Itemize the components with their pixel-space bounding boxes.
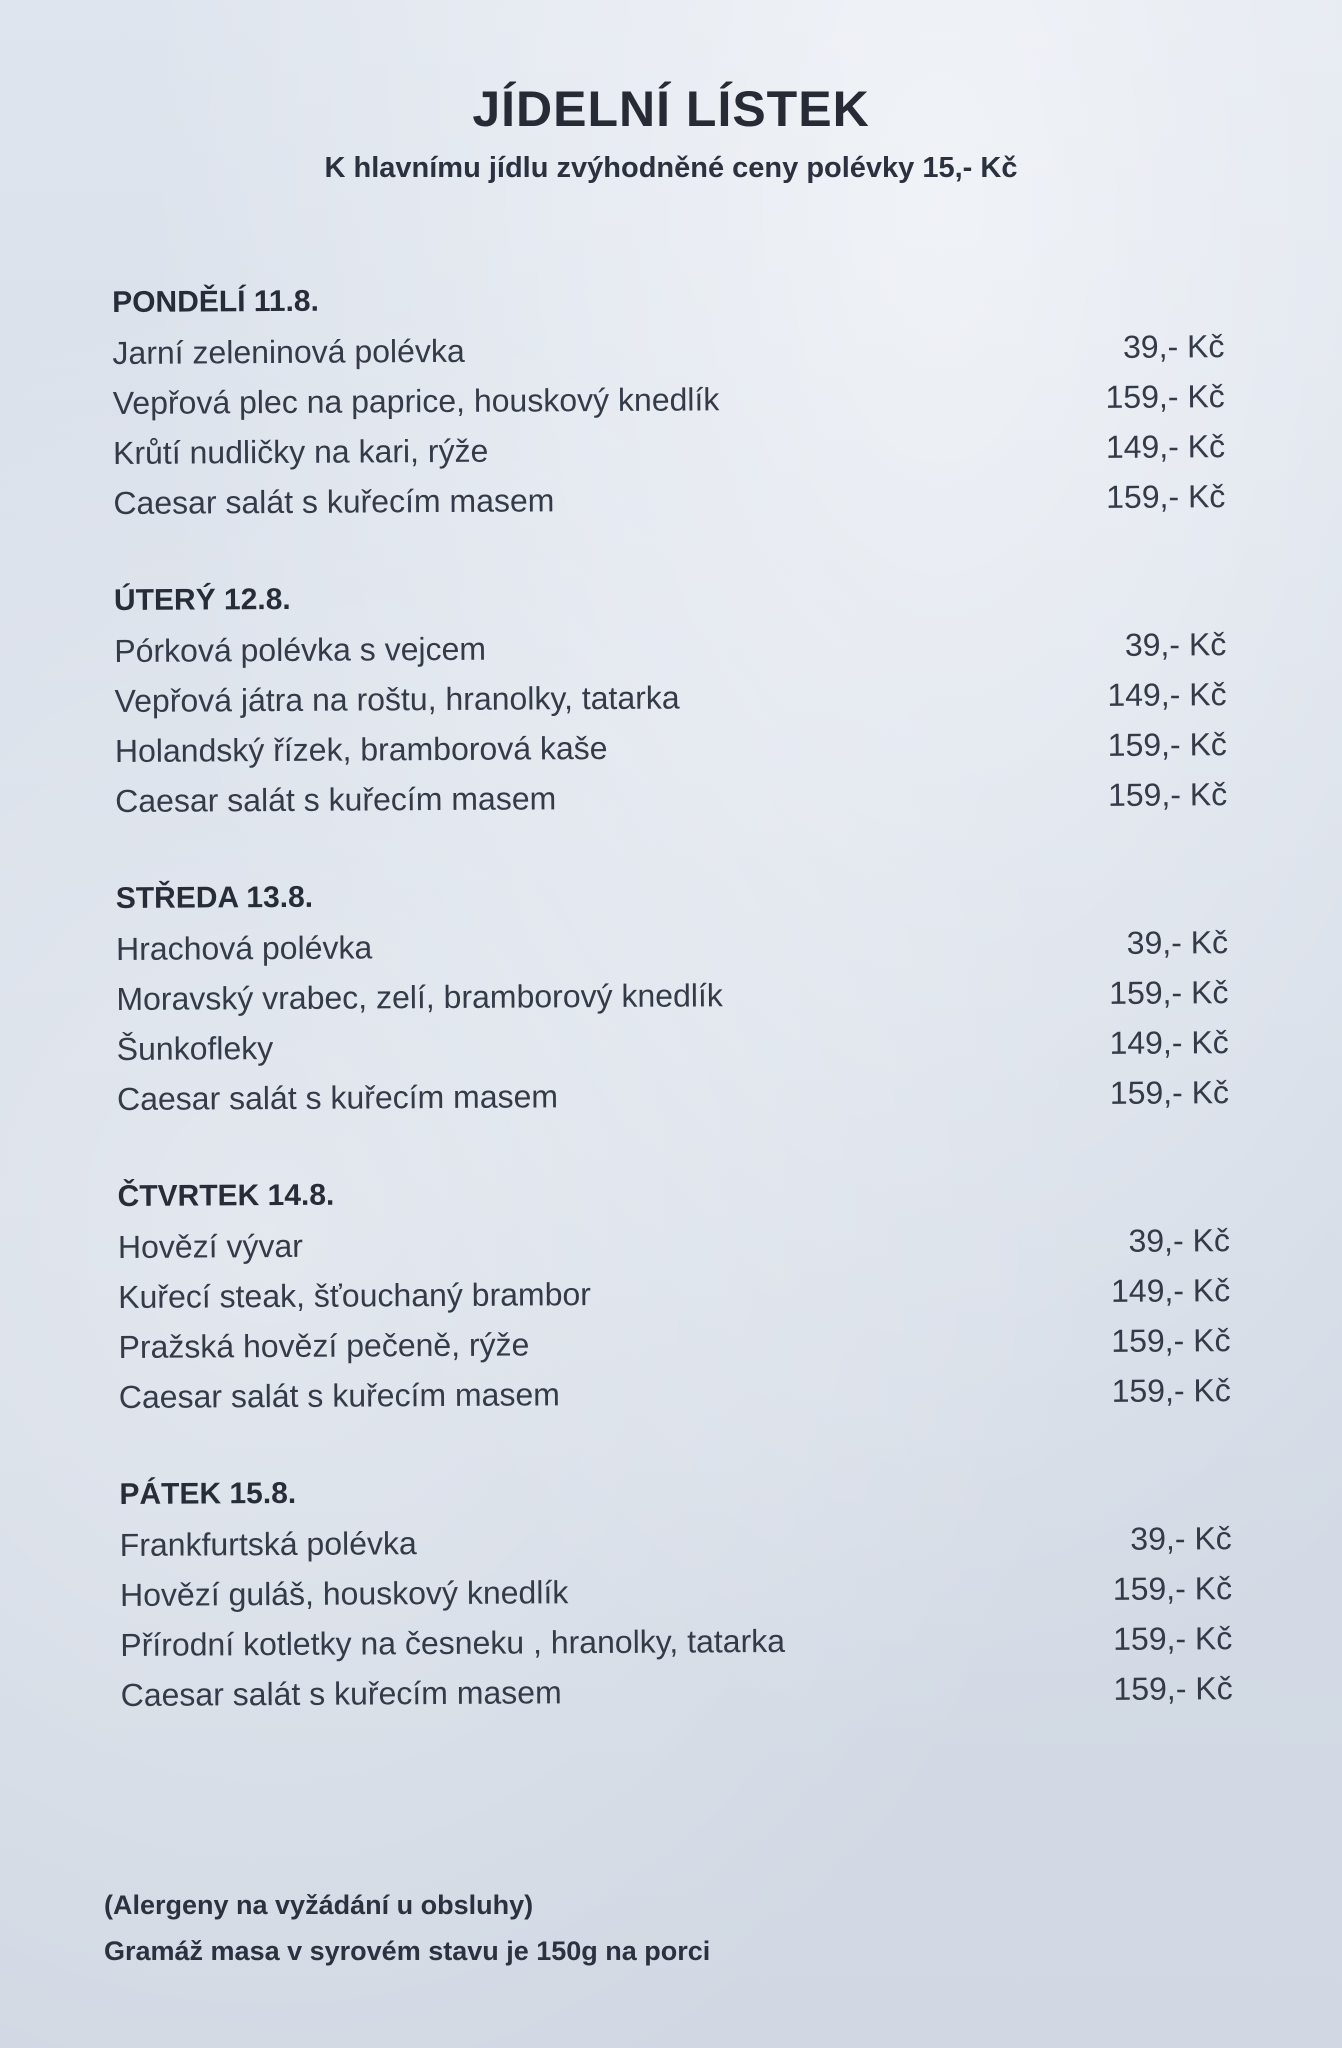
menu-item <box>114 619 1234 676</box>
menu-item-name: Přírodní kotletky na česneku , hranolky, tatarka <box>120 1622 786 1663</box>
menu-item <box>118 1315 1238 1372</box>
menu-item-name: Šunkofleky <box>116 1030 274 1067</box>
menu-item-price: 159,- Kč <box>1113 1620 1233 1657</box>
menu-item <box>116 967 1236 1024</box>
menu-item-price: 159,- Kč <box>1109 1074 1230 1111</box>
menu-item <box>118 1265 1238 1322</box>
menu-item <box>113 471 1233 528</box>
menu-item-price: 159,- Kč <box>1112 1570 1233 1607</box>
menu-item-price: 39,- Kč <box>1124 626 1227 663</box>
menu-item-name: Vepřová plec na paprice, houskový knedlík <box>112 381 720 421</box>
menu-item <box>118 1215 1238 1272</box>
day-heading: ČTVRTEK 14.8. <box>117 1178 335 1213</box>
menu-item <box>115 719 1235 776</box>
soup-discount-note: K hlavnímu jídlu zvýhodněné ceny polévky 15,- Kč <box>324 152 1018 184</box>
menu-item-price: 149,- Kč <box>1107 676 1227 713</box>
menu-item-name: Pórková polévka s vejcem <box>114 630 487 669</box>
menu-item-price: 159,- Kč <box>1111 1372 1231 1409</box>
menu-item <box>115 769 1235 826</box>
menu-item-name: Caesar salát s kuřecím masem <box>113 482 555 521</box>
menu-item <box>114 669 1234 726</box>
menu-item <box>117 1017 1237 1074</box>
menu-item <box>116 917 1236 974</box>
menu-item <box>120 1563 1240 1620</box>
day-heading: PÁTEK 15.8. <box>119 1476 297 1511</box>
menu-item-name: Frankfurtská polévka <box>119 1525 417 1563</box>
menu-item <box>119 1365 1239 1422</box>
menu-item-name: Caesar salát s kuřecím masem <box>120 1674 562 1713</box>
day-section-thursday <box>117 1165 1239 1422</box>
menu-item-name: Hrachová polévka <box>115 929 373 967</box>
menu-item-price: 149,- Kč <box>1109 1024 1229 1061</box>
menu-item-name: Kuřecí steak, šťouchaný brambor <box>118 1276 591 1315</box>
day-section-wednesday <box>116 867 1238 1124</box>
menu-item-name: Caesar salát s kuřecím masem <box>118 1376 560 1415</box>
menu-item-price: 159,- Kč <box>1106 478 1226 515</box>
menu-item-price: 149,- Kč <box>1105 428 1226 465</box>
page-title: JÍDELNÍ LÍSTEK <box>472 81 870 137</box>
day-heading: STŘEDA 13.8. <box>115 880 314 915</box>
day-section-tuesday <box>114 569 1236 826</box>
menu-item-price: 159,- Kč <box>1111 1322 1231 1359</box>
day-section-monday <box>112 271 1234 528</box>
menu-item <box>113 421 1233 478</box>
menu-item-name: Jarní zeleninová polévka <box>112 332 465 371</box>
menu-item-price: 39,- Kč <box>1122 328 1225 365</box>
menu-item-name: Caesar salát s kuřecím masem <box>115 780 557 819</box>
menu-item-name: Krůtí nudličky na kari, rýže <box>112 432 489 471</box>
menu-item-name: Pražská hovězí pečeně, rýže <box>118 1326 530 1365</box>
meat-weight-note: Gramáž masa v syrovém stavu je 150g na porci <box>104 1936 711 1966</box>
menu-item <box>120 1513 1240 1570</box>
day-heading: PONDĚLÍ 11.8. <box>112 284 319 319</box>
menu-item-price: 159,- Kč <box>1109 974 1229 1011</box>
menu-item <box>121 1663 1241 1720</box>
menu-item-price: 39,- Kč <box>1128 1222 1231 1259</box>
menu-item-name: Vepřová játra na roštu, hranolky, tatarka <box>114 679 680 719</box>
menu-item-price: 39,- Kč <box>1126 924 1229 961</box>
menu-item-name: Hovězí vývar <box>117 1227 303 1265</box>
menu-item-name: Caesar salát s kuřecím masem <box>116 1078 559 1117</box>
menu-item <box>120 1613 1240 1670</box>
menu-item-name: Hovězí guláš, houskový knedlík <box>119 1574 569 1613</box>
allergens-note: (Alergeny na vyžádání u obsluhy) <box>104 1890 534 1920</box>
weekly-menu <box>112 271 1241 1768</box>
menu-item <box>117 1067 1237 1124</box>
menu-item-price: 149,- Kč <box>1110 1272 1231 1309</box>
day-heading: ÚTERÝ 12.8. <box>113 582 291 617</box>
menu-item-price: 159,- Kč <box>1107 776 1228 813</box>
menu-item-price: 159,- Kč <box>1107 726 1227 763</box>
menu-item <box>113 371 1233 428</box>
day-section-friday <box>119 1463 1241 1720</box>
footer-notes <box>104 1882 710 1974</box>
menu-item-price: 159,- Kč <box>1105 378 1225 415</box>
menu-item-price: 39,- Kč <box>1130 1520 1232 1557</box>
menu-item-name: Moravský vrabec, zelí, bramborový knedlík <box>116 977 723 1017</box>
menu-item-price: 159,- Kč <box>1113 1670 1233 1707</box>
menu-item-name: Holandský řízek, bramborová kaše <box>114 729 608 769</box>
menu-item <box>112 321 1232 378</box>
